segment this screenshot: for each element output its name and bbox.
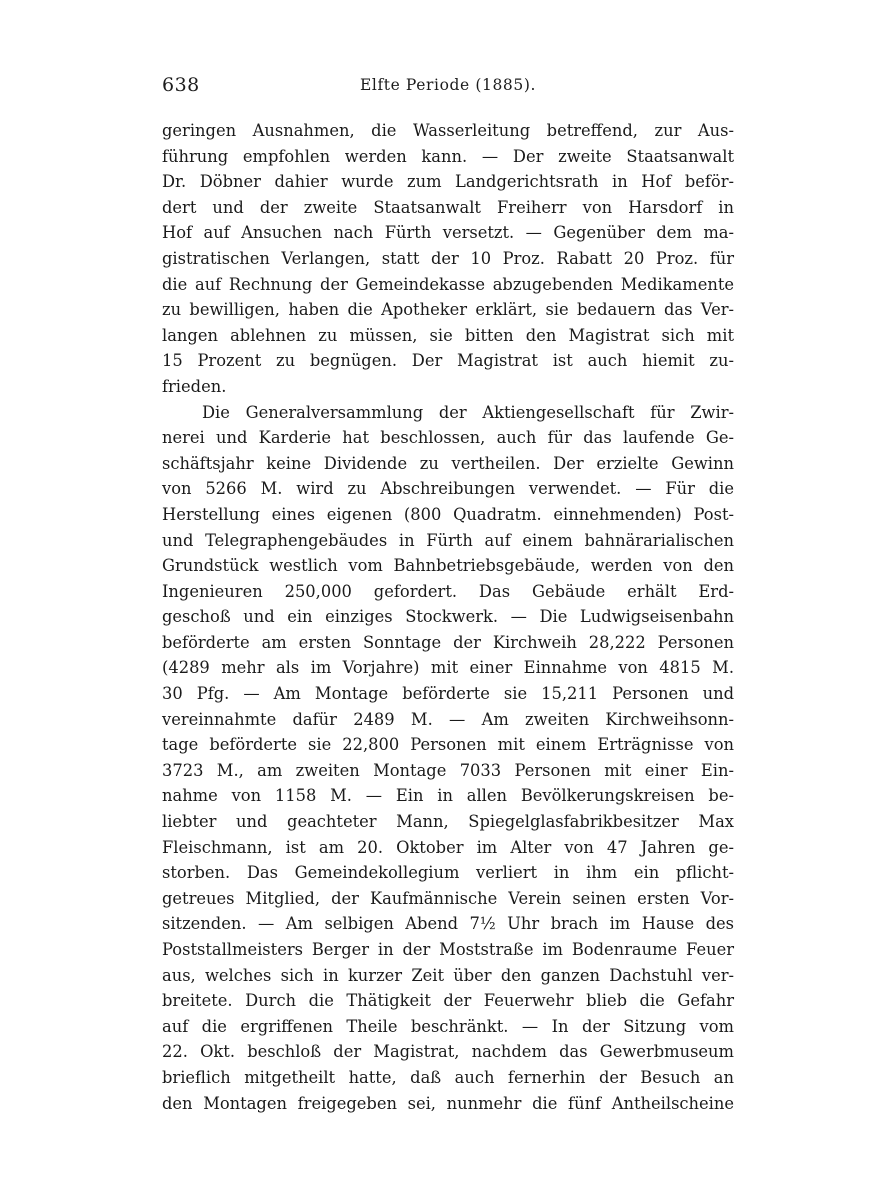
text-line: storben. Das Gemeindekollegium verliert in ihm ein pflicht-: [162, 863, 734, 883]
text-line: langen ablehnen zu müssen, sie bitten den Magistrat sich mit: [162, 325, 734, 345]
text-line: Herstellung eines eigenen (800 Quadratm. einnehmenden) Post-: [162, 504, 734, 524]
text-line: frieden.: [162, 376, 227, 396]
text-line: tage beförderte sie 22,800 Personen mit einem Erträgnisse von: [162, 735, 734, 755]
paragraph-start-line: Die Generalversammlung der Aktiengesellschaft für Zwir-: [202, 402, 734, 422]
text-line: nahme von 1158 M. — Ein in allen Bevölkerungskreisen be-: [162, 786, 734, 806]
text-line: (4289 mehr als im Vorjahre) mit einer Einnahme von 4815 M.: [162, 658, 734, 678]
body-text: [162, 118, 734, 1116]
text-line: liebter und geachteter Mann, Spiegelglasfabrikbesitzer Max: [162, 812, 734, 832]
text-line: dert und der zweite Staatsanwalt Freiherr von Harsdorf in: [162, 197, 734, 217]
text-line: nerei und Karderie hat beschlossen, auch für das laufende Ge-: [162, 428, 734, 448]
text-line: 15 Prozent zu begnügen. Der Magistrat ist auch hiemit zu-: [162, 351, 734, 371]
text-line: Hof auf Ansuchen nach Fürth versetzt. — Gegenüber dem ma-: [162, 223, 734, 243]
text-line: geringen Ausnahmen, die Wasserleitung betreffend, zur Aus-: [162, 121, 734, 140]
text-line: geschoß und ein einziges Stockwerk. — Die Ludwigseisenbahn: [162, 607, 734, 627]
text-line: auf die ergriffenen Theile beschränkt. — In der Sitzung vom: [162, 1016, 734, 1036]
text-line: Grundstück westlich vom Bahnbetriebsgebäude, werden von den: [162, 556, 734, 576]
text-line: breitete. Durch die Thätigkeit der Feuerwehr blieb die Gefahr: [162, 991, 734, 1011]
page-header: [162, 74, 734, 104]
text-line: gistratischen Verlangen, statt der 10 Proz. Rabatt 20 Proz. für: [162, 248, 734, 268]
text-line: von 5266 M. wird zu Abschreibungen verwendet. — Für die: [162, 479, 734, 499]
text-line: vereinnahmte dafür 2489 M. — Am zweiten Kirchweihsonn-: [162, 709, 734, 729]
text-line: brieflich mitgetheilt hatte, daß auch fernerhin der Besuch an: [162, 1067, 734, 1087]
text-line: Ingenieuren 250,000 gefordert. Das Gebäude erhält Erd-: [162, 581, 734, 601]
text-line: Fleischmann, ist am 20. Oktober im Alter von 47 Jahren ge-: [162, 837, 734, 857]
text-line: getreues Mitglied, der Kaufmännische Verein seinen ersten Vor-: [162, 888, 734, 908]
text-line: zu bewilligen, haben die Apotheker erklärt, sie bedauern das Ver-: [162, 300, 734, 320]
text-line: Dr. Döbner dahier wurde zum Landgerichtsrath in Hof beför-: [162, 172, 734, 192]
text-line: den Montagen freigegeben sei, nunmehr die fünf Antheilscheine: [162, 1093, 734, 1113]
text-line: die auf Rechnung der Gemeindekasse abzugebenden Medikamente: [162, 274, 734, 294]
text-line: 22. Okt. beschloß der Magistrat, nachdem das Gewerbmuseum: [162, 1042, 734, 1062]
text-line: 3723 M., am zweiten Montage 7033 Personen mit einer Ein-: [162, 760, 734, 780]
text-line: führung empfohlen werden kann. — Der zweite Staatsanwalt: [162, 146, 734, 166]
text-line: aus, welches sich in kurzer Zeit über den ganzen Dachstuhl ver-: [162, 965, 734, 985]
text-line: Poststallmeisters Berger in der Moststraße im Bodenraume Feuer: [162, 940, 734, 959]
text-line: schäftsjahr keine Dividende zu vertheilen. Der erzielte Gewinn: [162, 453, 734, 473]
text-line: 30 Pfg. — Am Montage beförderte sie 15,211 Personen und: [162, 684, 734, 704]
running-head: Elfte Periode (1885).: [359, 76, 537, 94]
text-line: beförderte am ersten Sonntage der Kirchweih 28,222 Personen: [162, 632, 734, 652]
text-line: sitzenden. — Am selbigen Abend 7½ Uhr brach im Hause des: [162, 914, 734, 934]
page-number: 638: [162, 74, 200, 96]
text-line: und Telegraphengebäudes in Fürth auf einem bahnärarialischen: [162, 530, 734, 550]
